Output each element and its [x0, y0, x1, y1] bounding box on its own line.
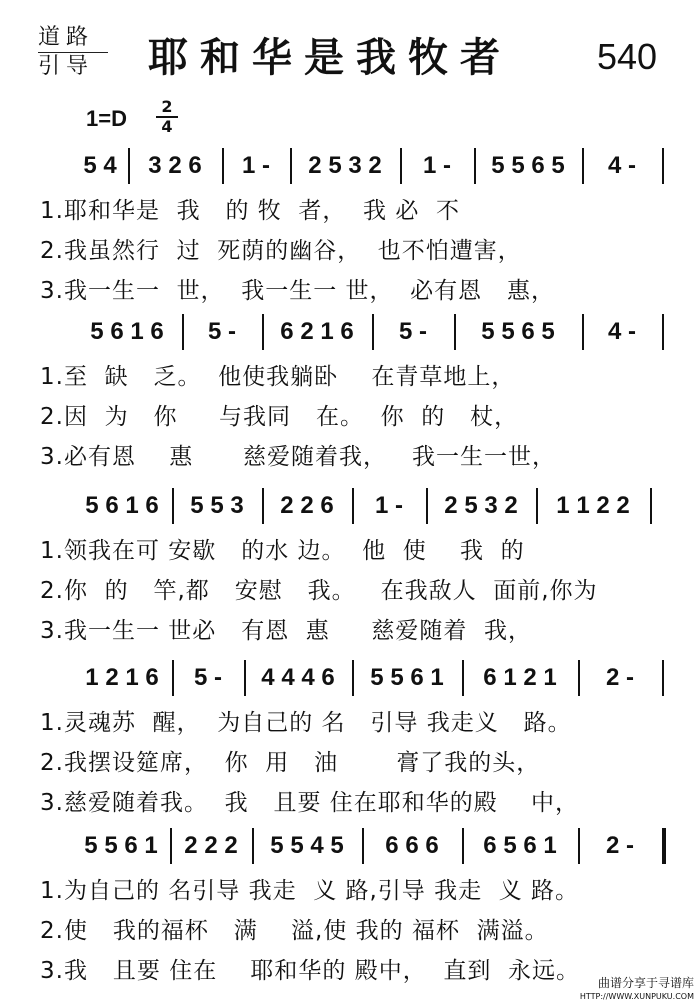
header-label — [38, 24, 108, 81]
lyric-line-verse-3: 3.慈爱随着我。 我 且要 住在耶和华的殿 中， — [40, 790, 580, 816]
notation-line — [0, 488, 700, 524]
watermark — [580, 976, 694, 1004]
lyric-line-verse-2: 2.你 的 竿,都 安慰 我。 在我敌人 面前,你为 — [40, 578, 598, 604]
measure: 6 1 2 1 — [483, 664, 557, 691]
time-numerator: 2 — [161, 97, 173, 116]
time-denominator: 4 — [156, 116, 178, 136]
lyric-line-verse-1: 1.灵魂苏 醒， 为自己的 名 引导 我走义 路。 — [40, 710, 572, 736]
header-label-top: 道路 — [38, 25, 95, 50]
measure: 2 5 3 2 — [308, 152, 382, 179]
lyric-line-verse-2: 2.我虽然行 过 死荫的幽谷， 也不怕遭害， — [40, 238, 522, 264]
watermark-text: 曲谱分享于寻谱库 — [597, 976, 694, 990]
watermark-url: HTTP://WWW.XUNPUKU.COM — [579, 992, 694, 1001]
lyric-line-verse-1: 1.领我在可 安歇 的水 边。 他 使 我 的 — [40, 538, 525, 564]
measure: 5 - — [207, 318, 236, 345]
lyric-line-verse-1: 1.为自己的 名引导 我走 义 路,引导 我走 义 路。 — [40, 878, 580, 904]
bar-line — [662, 148, 664, 184]
lyric-line-verse-3: 3.必有恩 惠 慈爱随着我， 我一生一世， — [40, 444, 556, 470]
lyric-line-verse-1: 1.至 缺 乏。 他使我躺卧 在青草地上， — [40, 364, 516, 390]
measure: 4 - — [607, 152, 636, 179]
lyric-line-verse-2: 2.使 我的福杯 满 溢,使 我的 福杯 满溢。 — [40, 918, 549, 944]
measure: 5 5 3 — [190, 492, 244, 519]
key-signature: 1=D — [86, 106, 127, 131]
measure: 1 - — [241, 152, 270, 179]
lyric-line-verse-1: 1.耶和华是 我 的 牧 者， 我 必 不 — [40, 198, 460, 224]
lyric-line-verse-3: 3.我 且要 住在 耶和华的 殿中， 直到 永远。 — [40, 958, 580, 984]
measure: 5 5 6 5 — [481, 318, 555, 345]
bar-line — [662, 660, 664, 696]
measure: 1 - — [374, 492, 403, 519]
measure: 2 - — [605, 832, 634, 859]
header-label-bottom: 引导 — [38, 52, 108, 81]
notation-line — [0, 828, 700, 864]
measure: 4 - — [607, 318, 636, 345]
lyric-line-verse-2: 2.因 为 你 与我同 在。 你 的 杖， — [40, 404, 519, 430]
measure: 5 5 6 1 — [370, 664, 444, 691]
measure: 5 5 6 1 — [84, 832, 158, 859]
measure: 6 5 6 1 — [483, 832, 557, 859]
measure: 5 - — [193, 664, 222, 691]
time-signature — [156, 98, 178, 136]
measure: 2 5 3 2 — [444, 492, 518, 519]
measure: 2 2 2 — [184, 832, 238, 859]
hymn-number: 540 — [597, 36, 658, 77]
measure: 4 4 4 6 — [261, 664, 335, 691]
measure: 5 5 6 5 — [491, 152, 565, 179]
measure: 2 - — [605, 664, 634, 691]
lyric-line-verse-3: 3.我一生一 世必 有恩 惠 慈爱随着 我， — [40, 618, 532, 644]
bar-line — [662, 314, 664, 350]
measure: 5 5 4 5 — [270, 832, 344, 859]
measure: 6 2 1 6 — [280, 318, 354, 345]
measure: 2 2 6 — [280, 492, 334, 519]
measure: 5 - — [398, 318, 427, 345]
measure: 1 - — [422, 152, 451, 179]
lyric-line-verse-3: 3.我一生一 世， 我一生一 世， 必有恩 惠， — [40, 278, 556, 304]
measure: 5 4 — [83, 152, 117, 179]
lyric-line-verse-2: 2.我摆设筵席， 你 用 油 膏了我的头， — [40, 750, 541, 776]
notation-line — [0, 314, 700, 350]
bar-line — [650, 488, 652, 524]
measure: 3 2 6 — [148, 152, 202, 179]
measure: 1 2 1 6 — [85, 664, 159, 691]
bar-line — [662, 828, 666, 864]
measure: 6 6 6 — [385, 832, 439, 859]
notation-line — [0, 148, 700, 184]
measure: 1 1 2 2 — [556, 492, 630, 519]
notation-line — [0, 660, 700, 696]
page-title: 耶和华是我牧者 — [148, 35, 512, 81]
measure: 5 6 1 6 — [90, 318, 164, 345]
measure: 5 6 1 6 — [85, 492, 159, 519]
